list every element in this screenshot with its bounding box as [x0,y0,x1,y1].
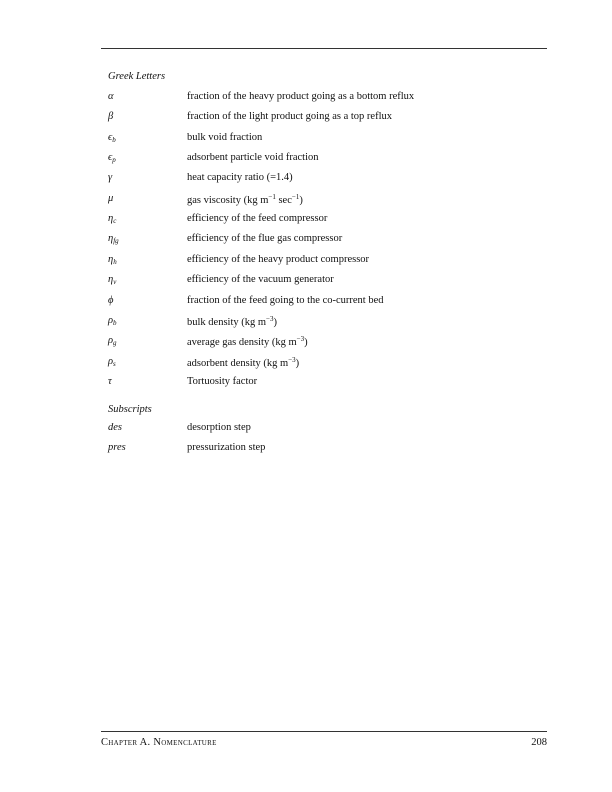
symbol [108,172,112,183]
unit-exponent: −1 [291,192,300,201]
nomenclature-row [108,132,548,148]
description [187,254,369,265]
nomenclature-row [108,152,548,168]
description-text: fraction of the light product going as a top reflux [187,111,392,123]
symbol-base: des [108,422,122,433]
nomenclature-row [108,376,548,392]
description-text: adsorbent particle void fraction [187,152,319,164]
description-text: ) [273,316,277,328]
symbol-subscript: b [113,318,117,327]
symbol [108,274,116,286]
page-number: 208 [531,737,547,748]
nomenclature-row [108,193,548,209]
symbol-subscript: g [113,339,117,348]
description [187,274,334,285]
description-text: fraction of the heavy product going as a bottom reflux [187,91,415,102]
symbol-subscript: p [112,156,116,165]
description [187,111,392,122]
symbol [108,91,114,102]
section-heading: Greek Letters [108,71,166,82]
symbol [108,193,113,204]
description [187,422,251,433]
description-text: pressurization step [187,442,266,453]
symbol-base: ϕ [108,294,114,306]
symbol [108,422,122,433]
description-text: efficiency of the heavy product compressor [187,253,370,265]
nomenclature-row [108,335,548,351]
symbol [108,295,113,306]
nomenclature-row [108,295,548,311]
symbol-base: γ [108,172,113,184]
description-text: desorption step [187,422,251,433]
symbol-subscript: v [113,278,117,287]
symbol-base: τ [108,375,112,387]
nomenclature-row [108,213,548,229]
footer-rule [101,731,547,732]
description [187,193,303,206]
symbol-subscript: s [113,359,116,368]
description [187,376,257,387]
unit-exponent: −1 [268,192,276,201]
nomenclature-row [108,356,548,372]
description-text: ) [295,357,300,369]
symbol [108,376,112,387]
symbol-base: ρ [108,314,114,326]
nomenclature-row [108,315,548,331]
description [187,172,293,183]
description-text: gas viscosity (kg m [187,194,269,206]
description-text: average gas density (kg m [187,337,297,349]
nomenclature-row [108,254,548,270]
nomenclature-row [108,274,548,290]
description-text: efficiency of the flue gas compressor [187,233,343,245]
description [187,152,319,163]
description [187,91,414,102]
description [187,315,277,328]
symbol-base: pres [108,442,126,453]
description-text: adsorbent density (kg m [187,357,289,369]
description-text: fraction of the feed going to the co-current bed [187,294,384,306]
unit-exponent: −3 [296,335,305,344]
description [187,442,265,453]
symbol-base: η [108,253,114,265]
description-text: Tortuosity factor [187,375,258,387]
symbol-base: η [108,213,114,225]
unit-exponent: −3 [266,314,274,323]
footer-chapter: Chapter A. Nomenclature [101,737,217,748]
nomenclature-row [108,172,548,188]
symbol [108,132,116,144]
symbol [108,335,117,347]
header-rule [101,48,547,49]
symbol-base: η [108,233,114,245]
symbol-base: β [108,111,114,123]
symbol [108,233,119,245]
description-text: bulk density (kg m [187,316,267,328]
symbol-base: ρ [108,355,114,367]
symbol-subscript: c [113,217,117,226]
description [187,213,327,224]
nomenclature-row [108,233,548,249]
section-heading: Subscripts [108,404,152,415]
symbol [108,315,117,327]
description-text: efficiency of the vacuum generator [187,274,334,286]
nomenclature-row [108,111,548,127]
symbol-base: ρ [108,335,114,347]
symbol-base: α [108,91,114,102]
description-text: ) [299,194,303,206]
description [187,132,262,143]
symbol-subscript: h [113,257,117,266]
symbol [108,356,116,368]
symbol [108,254,117,266]
description [187,335,308,348]
symbol [108,152,116,164]
description-text: ) [304,337,308,349]
symbol [108,111,113,122]
symbol-subscript: b [112,135,116,144]
symbol-base: η [108,274,114,286]
description-text: bulk void fraction [187,131,263,143]
description-text: efficiency of the feed compressor [187,213,328,225]
description [187,233,342,244]
description-text: heat capacity ratio (=1.4) [187,172,293,184]
symbol [108,213,116,225]
nomenclature-row [108,422,548,438]
description [187,356,299,369]
symbol-base: μ [108,192,114,204]
nomenclature-row [108,442,548,458]
description-text: sec [275,194,292,206]
symbol-subscript: fg [113,237,119,246]
symbol-base: ϵ [108,152,113,164]
nomenclature-row [108,91,548,107]
symbol-base: ϵ [108,131,113,143]
unit-exponent: −3 [288,355,296,364]
symbol [108,442,126,453]
description [187,295,384,306]
